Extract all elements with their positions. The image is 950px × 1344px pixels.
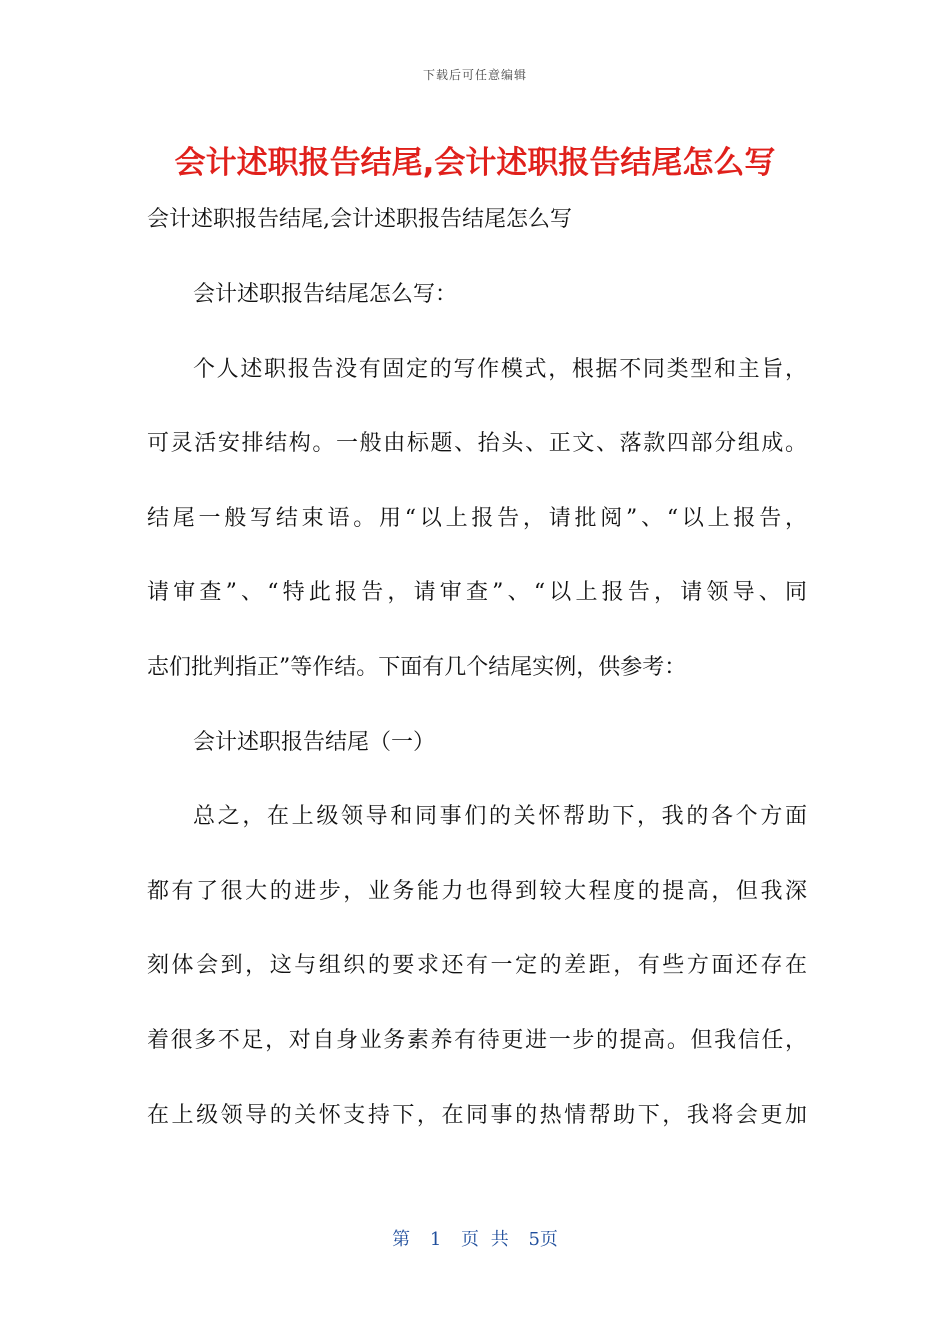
page-footer	[0, 1225, 950, 1251]
paragraph-line: 个人述职报告没有固定的写作模式，根据不同类型和主旨，	[193, 357, 807, 382]
paragraph-line: 结尾一般写结束语。用“以上报告，请批阅”、“以上报告，	[147, 506, 807, 531]
section-heading: 会计述职报告结尾怎么写：	[193, 282, 458, 307]
paragraph-line: 刻体会到，这与组织的要求还有一定的差距，有些方面还存在	[147, 953, 807, 978]
paragraph-line: 着很多不足，对自身业务素养有待更进一步的提高。但我信任，	[147, 1028, 807, 1053]
paragraph-line: 总之，在上级领导和同事们的关怀帮助下，我的各个方面	[193, 804, 807, 829]
footer-prefix: 第	[392, 1229, 411, 1250]
document-title: 会计述职报告结尾,会计述职报告结尾怎么写	[174, 145, 776, 181]
paragraph-line: 志们批判指正”等作结。下面有几个结尾实例，供参考：	[147, 655, 687, 680]
subtitle-line: 会计述职报告结尾,会计述职报告结尾怎么写	[147, 207, 572, 232]
total-pages: 5页	[528, 1229, 558, 1250]
footer-mid: 页 共	[461, 1229, 509, 1250]
paragraph-line: 请审查”、“特此报告，请审查”、“以上报告，请领导、同	[147, 580, 807, 605]
paragraph-line: 在上级领导的关怀支持下，在同事的热情帮助下，我将会更加	[147, 1103, 807, 1128]
header-note: 下载后可任意编辑	[422, 68, 527, 82]
section-heading: 会计述职报告结尾（一）	[193, 730, 436, 755]
paragraph-line: 都有了很大的进步，业务能力也得到较大程度的提高，但我深	[147, 879, 807, 904]
paragraph-line: 可灵活安排结构。一般由标题、抬头、正文、落款四部分组成。	[147, 431, 807, 456]
current-page-number: 1	[429, 1229, 442, 1250]
